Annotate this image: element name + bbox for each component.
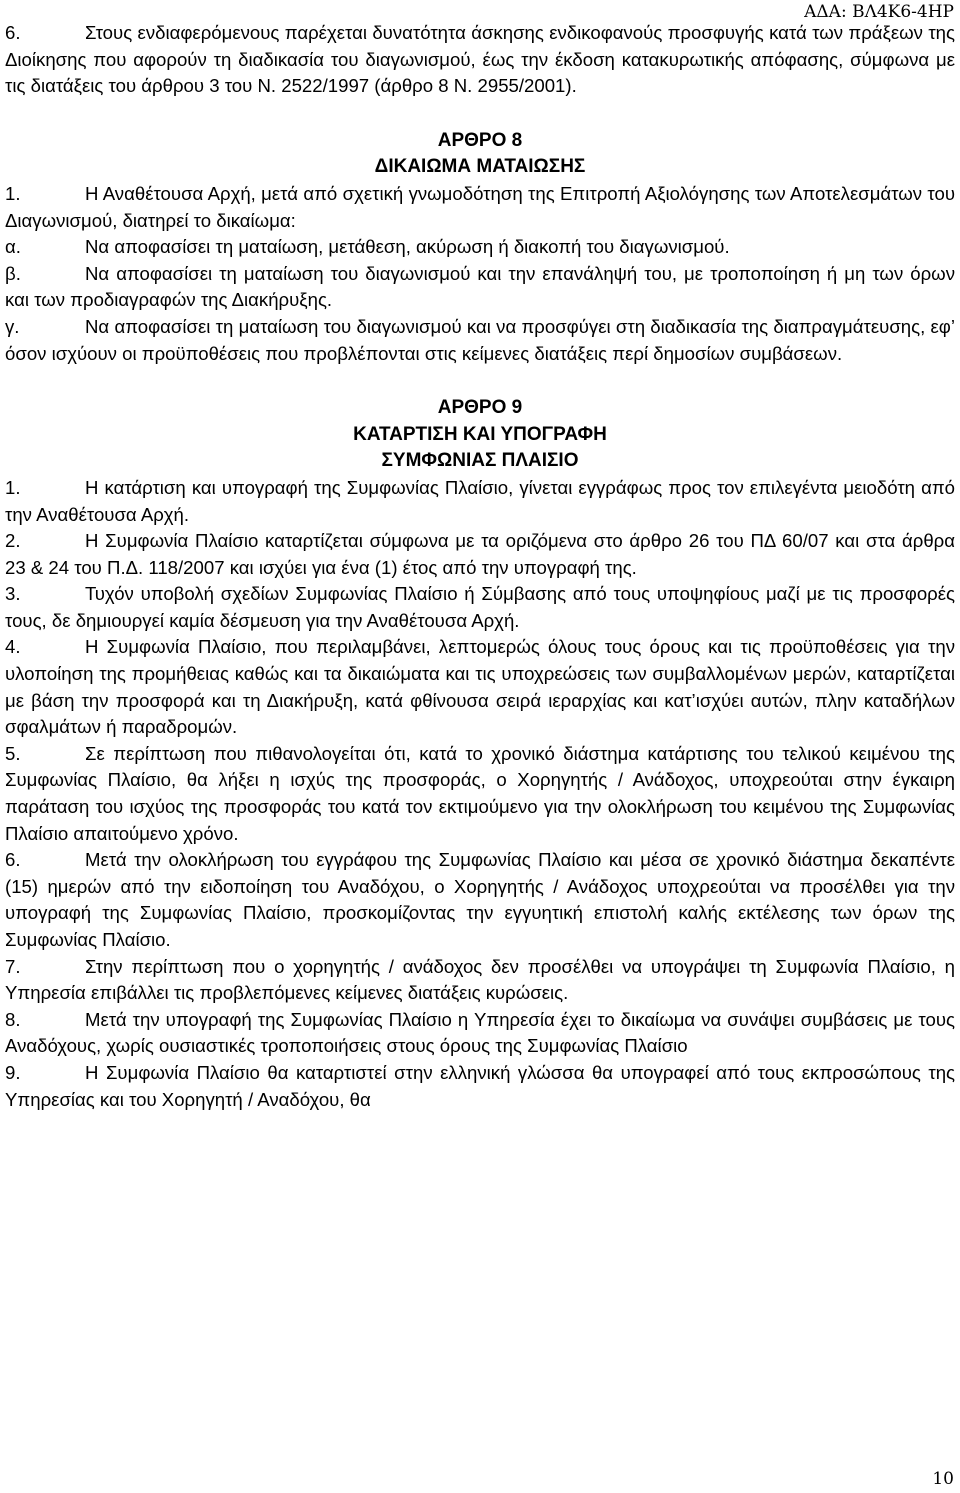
article-9-paragraph (5, 954, 955, 1007)
paragraph-number: 3. (5, 583, 21, 605)
paragraph-text: Να αποφασίσει τη ματαίωση του διαγωνισμού και να προσφύγει στη διαδικασία της διαπραγμάτευσης, εφ’ όσον ισχύουν οι προϋποθέσεις που προβλέπονται στις κείμενες διατάξεις περί δημοσίων συμβάσεων. (5, 315, 955, 364)
article-9-subtitle: ΣΥΜΦΩΝΙΑΣ ΠΛΑΙΣΙΟ (381, 450, 579, 472)
paragraph-number: 1. (5, 476, 21, 498)
paragraph-number: 5. (5, 742, 21, 764)
article-9-title: ΑΡΘΡΟ 9 (437, 397, 523, 419)
paragraph-number: 4. (5, 636, 21, 658)
paragraph-text: Μετά την ολοκλήρωση του εγγράφου της Συμφωνίας Πλαίσιο και μέσα σε χρονικό διάστημα δεκαπέντε (15) ημερών από την ειδοποίηση του Αναδόχου, ο Χορηγητής / Ανάδοχος υποχρεούται να προσέλθει για την υπογραφή της Συμφωνίας Πλαίσιο, προσκομίζοντας την εγγυητική επιστολή καλής εκτέλεσης των όρων της Συμφωνίας Πλαίσιο. (5, 849, 955, 950)
paragraph-text: Στους ενδιαφερόμενους παρέχεται δυνατότητα άσκησης ενδικοφανούς προσφυγής κατά των πράξεων της Διοίκησης που αφορούν τη διαδικασία του διαγωνισμού, έως την έκδοση κατακυρωτικής απόφασης, σύμφωνα με τις διατάξεις του άρθρου 3 του Ν. 2522/1997 (άρθρο 8 Ν. 2955/2001). (5, 22, 955, 97)
article-8-paragraph (5, 314, 955, 367)
article-8-paragraph (5, 181, 955, 234)
paragraph-text: Σε περίπτωση που πιθανολογείται ότι, κατά το χρονικό διάστημα κατάρτισης του τελικού κειμένου της Συμφωνίας Πλαίσιο, θα λήξει η ισχύς της προσφοράς, ο Χορηγητής / Ανάδοχος, υποχρεούται στην έγκαιρη παράταση του ισχύος της προσφοράς του κατά τον εκτιμούμενο για την ολοκλήρωση του κειμένου της Συμφωνίας Πλαίσιο απαιτούμενο χρόνο. (5, 742, 955, 844)
spacer (5, 367, 955, 395)
paragraph-number: β. (5, 262, 21, 284)
paragraph-text: Να αποφασίσει τη ματαίωση, μετάθεση, ακύρωση ή διακοπή του διαγωνισμού. (85, 236, 730, 258)
document-body (5, 20, 955, 1113)
page-number: 10 (932, 1469, 954, 1489)
paragraph-number: 2. (5, 530, 21, 552)
article-9-paragraph (5, 581, 955, 634)
article-9-paragraph (5, 528, 955, 581)
article-9-paragraph (5, 475, 955, 528)
article-9-paragraph (5, 741, 955, 847)
article-9-paragraph (5, 847, 955, 953)
spacer (5, 100, 955, 128)
paragraph-text: Η κατάρτιση και υπογραφή της Συμφωνίας Πλαίσιο, γίνεται εγγράφως προς τον επιλεγέντα μειοδότη από την Αναθέτουσα Αρχή. (5, 476, 955, 525)
paragraph-text: Μετά την υπογραφή της Συμφωνίας Πλαίσιο η Υπηρεσία έχει το δικαίωμα να συνάψει συμβάσεις με τους Αναδόχους, χωρίς ουσιαστικές τροποποιήσεις στους όρους της Συμφωνίας Πλαίσιο (5, 1008, 955, 1057)
paragraph-text: Να αποφασίσει τη ματαίωση του διαγωνισμού και την επανάληψή του, με τροποποίηση ή μη των όρων και των προδιαγραφών της Διακήρυξης. (5, 262, 955, 311)
paragraph-number: 6. (5, 22, 21, 43)
article-9-subtitle: ΚΑΤΑΡΤΙΣΗ ΚΑΙ ΥΠΟΓΡΑΦΗ (353, 423, 607, 445)
paragraph-number: γ. (5, 315, 20, 337)
paragraph-number: α. (5, 236, 21, 258)
ada-code: ΑΔΑ: ΒΛ4Κ6-4ΗΡ (804, 2, 954, 22)
paragraph-number: 7. (5, 955, 21, 977)
paragraph-text: Στην περίπτωση που ο χορηγητής / ανάδοχος δεν προσέλθει να υπογράψει τη Συμφωνία Πλαίσιο, η Υπηρεσία επιβάλλει τις προβλεπόμενες κείμενες διατάξεις κυρώσεις. (5, 955, 955, 1004)
paragraph-text: Τυχόν υποβολή σχεδίων Συμφωνίας Πλαίσιο ή Σύμβασης από τους υποψηφίους μαζί με τις προσφορές τους, δε δημιουργεί καμία δέσμευση για την Αναθέτουσα Αρχή. (5, 583, 955, 631)
article-9-paragraph (5, 1060, 955, 1113)
article-8-subtitle: ΔΙΚΑΙΩΜΑ ΜΑΤΑΙΩΣΗΣ (374, 156, 586, 178)
paragraph-text: Η Συμφωνία Πλαίσιο καταρτίζεται σύμφωνα με τα οριζόμενα στο άρθρο 26 του ΠΔ 60/07 και στα άρθρα 23 & 24 του Π.Δ. 118/2007 και ισχύει για ένα (1) έτος από την υπογραφή της. (5, 530, 955, 578)
article-8-paragraph (5, 234, 955, 261)
paragraph-number: 6. (5, 849, 21, 871)
article-9-paragraph (5, 634, 955, 740)
article-9-paragraph (5, 1007, 955, 1060)
paragraph-text: Η Αναθέτουσα Αρχή, μετά από σχετική γνωμοδότηση της Επιτροπή Αξιολόγησης των Αποτελεσμάτων του Διαγωνισμού, διατηρεί το δικαίωμα: (5, 182, 955, 231)
paragraph-number: 9. (5, 1061, 21, 1083)
paragraph-number: 8. (5, 1008, 21, 1030)
paragraph-text: Η Συμφωνία Πλαίσιο θα καταρτιστεί στην ελληνική γλώσσα θα υπογραφεί από τους εκπροσώπους της Υπηρεσίας και του Χορηγητή / Αναδόχου, θα (5, 1061, 955, 1110)
article-8-title: ΑΡΘΡΟ 8 (437, 129, 523, 151)
article-8-paragraph (5, 261, 955, 314)
paragraph-top (5, 20, 955, 100)
paragraph-number: 1. (5, 182, 21, 204)
paragraph-text: Η Συμφωνία Πλαίσιο, που περιλαμβάνει, λεπτομερώς όλους τους όρους και τις προϋποθέσεις για την υλοποίηση της προμήθειας καθώς και τα δικαιώματα και τις υποχρεώσεις των συμβαλλομένων μερών, καταρτίζεται με βάση την προσφορά και τη Διακήρυξη, κατά φθίνουσα σειρά ιεραρχίας και κατ’ισχύει αυτών, πλην καταδήλων σφαλμάτων ή παραδρομών. (5, 636, 955, 738)
